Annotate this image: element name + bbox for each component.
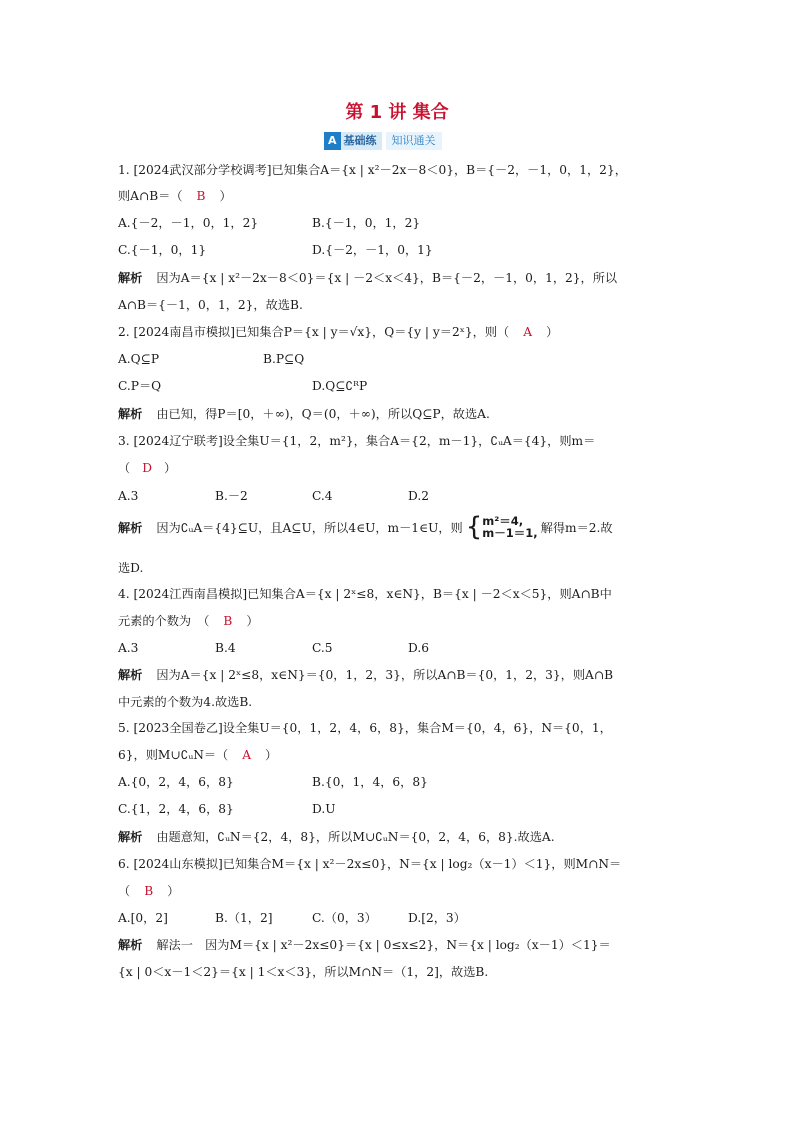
question-6-solution-line2: {x | 0＜x－1＜2}＝{x | 1＜x＜3}，所以M∩N＝（1，2]，故选B.: [118, 965, 489, 979]
question-4-option-c: C.5: [312, 641, 333, 655]
question-1-options-row1: [118, 215, 421, 231]
question-3-stem-open: （: [118, 461, 131, 475]
question-5-option-b: B.{0，1，4，6，8}: [312, 775, 428, 789]
question-6-stem: 6. [2024山东模拟]已知集合M＝{x | x²－2x≤0}，N＝{x | log₂（x－1）＜1}，则M∩N＝: [118, 857, 622, 871]
question-3-solution-text: 因为∁ᵤA＝{4}⊆U，且A⊆U，所以4∈U，m－1∈U，则: [156, 521, 463, 535]
question-6-solution: [118, 937, 611, 953]
solution-label: 解析: [118, 271, 143, 285]
question-1-options-row2: [118, 242, 433, 258]
question-1-answer: B: [196, 189, 206, 203]
question-2-option-b: B.P⊆Q: [263, 352, 305, 366]
question-3-solution-line2: 选D.: [118, 561, 144, 575]
question-5-options-row1: [118, 774, 428, 790]
question-4-option-a: A.3: [118, 641, 139, 655]
question-1-option-d: D.{－2，－1，0，1}: [312, 243, 433, 257]
question-4-options: [118, 640, 429, 656]
question-3-option-a: A.3: [118, 489, 139, 503]
question-3-stem: 3. [2024辽宁联考]设全集U＝{1，2，m²}，集合A＝{2，m－1}，∁ᵤA＝{4}，则m＝: [118, 434, 596, 448]
question-3-stem-close: ）: [163, 461, 177, 475]
question-5-option-a: A.{0，2，4，6，8}: [118, 775, 234, 789]
question-6-options: [118, 910, 466, 926]
question-6-option-a: A.[0，2]: [118, 911, 168, 925]
question-2-option-d: D.Q⊆∁ᴿP: [312, 379, 368, 393]
question-5-stem-line2: [118, 747, 277, 763]
question-2-option-a: A.Q⊆P: [118, 352, 160, 366]
question-3-option-d: D.2: [408, 489, 429, 503]
question-6-option-b: B.（1，2]: [215, 911, 273, 925]
question-4-stem: 4. [2024江西南昌模拟]已知集合A＝{x | 2ˣ≤8，x∈N}，B＝{x | －2＜x＜5}，则A∩B中: [118, 587, 612, 601]
question-4-stem-close: ）: [246, 614, 259, 628]
question-1-stem: 1. [2024武汉部分学校调考]已知集合A＝{x | x²－2x－8＜0}，B＝{－2，－1，0，1，2}，: [118, 163, 627, 177]
question-6-option-c: C.（0，3）: [312, 911, 377, 925]
question-6-stem-open: （: [118, 884, 131, 898]
equation-row-1: m²＝4,: [482, 513, 524, 528]
question-2-stem-text: 2. [2024南昌市模拟]已知集合P＝{x | y＝√x}，Q＝{y | y＝2ˣ}，则（: [118, 325, 510, 339]
question-1-stem-line2: [118, 188, 232, 204]
question-1-option-b: B.{－1，0，1，2}: [312, 216, 421, 230]
question-5-solution-text: 由题意知，∁ᵤN＝{2，4，8}，所以M∪∁ᵤN＝{0，2，4，6，8}.故选A.: [156, 830, 555, 844]
question-1-solution-line2: A∩B＝{－1，0，1，2}，故选B.: [118, 298, 303, 312]
solution-label: 解析: [118, 668, 143, 682]
left-brace-icon: {: [465, 511, 483, 542]
question-2-stem: [118, 324, 558, 340]
page-title: 第 1 讲 集合: [345, 102, 449, 123]
question-5-option-c: C.{1，2，4，6，8}: [118, 802, 234, 816]
question-4-solution-line2: 中元素的个数为4.故选B.: [118, 695, 253, 709]
question-6-answer: B: [144, 884, 154, 898]
question-5-solution: [118, 829, 555, 845]
solution-label: 解析: [118, 938, 143, 952]
question-2-solution-text: 由已知，得P＝[0，＋∞)，Q＝(0，＋∞)，所以Q⊆P，故选A.: [156, 407, 490, 421]
question-5-option-d: D.U: [312, 802, 336, 816]
question-2-option-c: C.P＝Q: [118, 379, 162, 393]
solution-label: 解析: [118, 407, 143, 421]
question-2-options-row2: [118, 378, 368, 394]
section-tag-letter: A: [324, 132, 341, 150]
question-4-stem-text: 元素的个数为 （: [118, 614, 210, 628]
question-3-option-b: B.－2: [215, 489, 248, 503]
question-1-stem-text: 则A∩B＝（: [118, 189, 183, 203]
question-5-answer: A: [242, 748, 252, 762]
section-tag: [324, 132, 442, 150]
question-6-solution-text: 解法一 因为M＝{x | x²－2x≤0}＝{x | 0≤x≤2}，N＝{x | log₂（x－1）＜1}＝: [156, 938, 611, 952]
question-4-solution: [118, 667, 613, 683]
question-3-solution: [118, 511, 613, 542]
question-4-stem-line2: [118, 613, 259, 629]
question-2-answer: A: [523, 325, 533, 339]
question-3-answer: D: [142, 461, 152, 475]
question-5-stem-close: ）: [265, 748, 278, 762]
question-1-solution-text: 因为A＝{x | x²－2x－8＜0}＝{x | －2＜x＜4}，B＝{－2，－1，0，1，2}，所以: [156, 271, 618, 285]
question-5-stem: 5. [2023全国卷乙]设全集U＝{0，1，2，4，6，8}，集合M＝{0，4，6}，N＝{0，1，: [118, 721, 612, 735]
question-6-stem-line2: [118, 883, 179, 899]
question-4-option-b: B.4: [215, 641, 236, 655]
question-6-stem-close: ）: [167, 884, 180, 898]
section-tag-subtitle: 知识通关: [386, 132, 442, 150]
question-1-stem-close: ）: [219, 189, 232, 203]
question-3-option-c: C.4: [312, 489, 333, 503]
question-2-options-row1: [118, 351, 305, 367]
question-1-option-a: A.{－2，－1，0，1，2}: [118, 216, 259, 230]
question-3-options: [118, 488, 429, 504]
equation-row-2: m－1＝1,: [482, 525, 538, 540]
question-5-stem-text: 6}，则M∪∁ᵤN＝（: [118, 748, 229, 762]
question-3-stem-line2: [118, 460, 176, 476]
question-4-answer: B: [223, 614, 233, 628]
question-6-option-d: D.[2，3）: [408, 911, 466, 925]
question-1-solution: [118, 270, 617, 286]
question-5-options-row2: [118, 801, 336, 817]
solution-label: 解析: [118, 830, 143, 844]
section-tag-basic: 基础练: [341, 132, 382, 150]
question-2-solution: [118, 406, 490, 422]
equation-system: [465, 511, 538, 542]
question-4-solution-text: 因为A＝{x | 2ˣ≤8，x∈N}＝{0，1，2，3}，所以A∩B＝{0，1，2，3}，则A∩B: [156, 668, 614, 682]
question-1-option-c: C.{－1，0，1}: [118, 243, 207, 257]
question-4-option-d: D.6: [408, 641, 429, 655]
question-3-solution-conclusion: 解得m＝2.故: [540, 521, 613, 535]
solution-label: 解析: [118, 521, 143, 535]
question-2-stem-close: ）: [546, 325, 559, 339]
